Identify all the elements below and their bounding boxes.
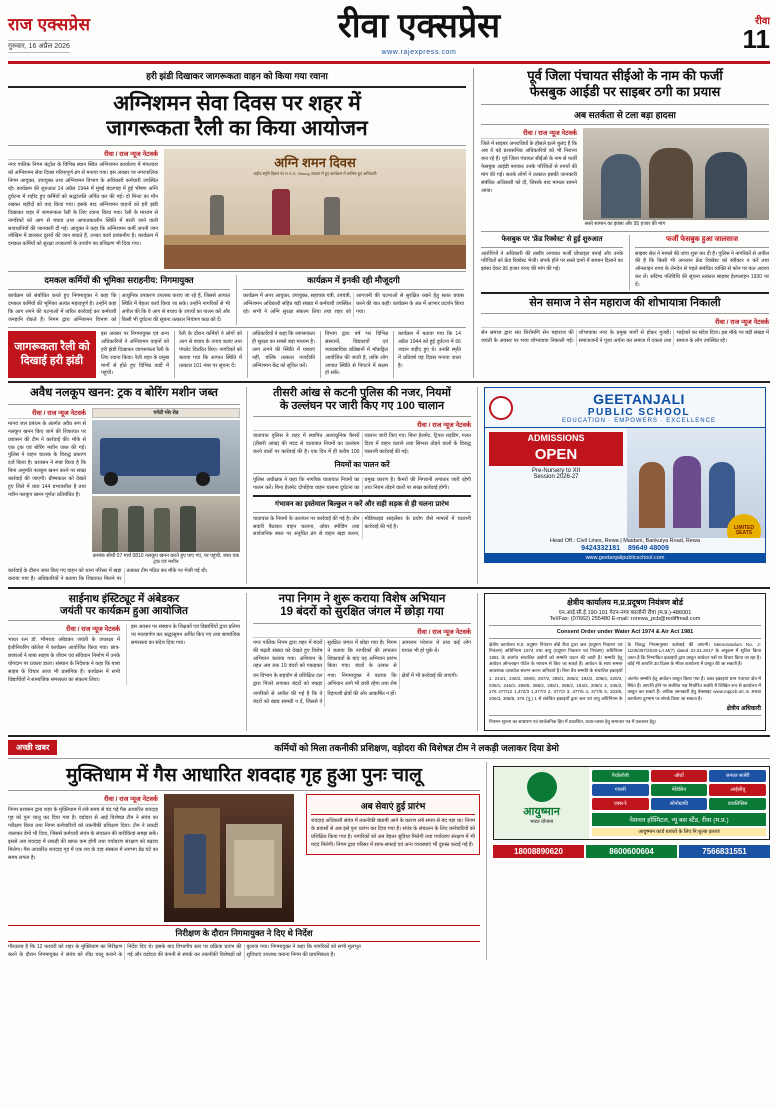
ambedkar-byline: रीवा / राज न्यूज नेटवर्क — [8, 624, 120, 635]
lead-col-1: इस अवसर पर निगमायुक्त एवं अन्य अधिकारियों ने अग्निशमन वाहनों को हरी झंडी दिखाकर जागरूकता रैली के लिए रवाना किया। रैली शहर के प्रमुख मार्गों से होते हुए विभिन्न वार्डों में पहुंची। — [101, 330, 169, 377]
traffic-story — [246, 387, 471, 583]
lead-col-4: विभाग द्वारा वर्ष भर विभिन्न संस्थानों, विद्यालयों एवं व्यावसायिक प्रतिष्ठानों में मॉकड्रिल आयोजित की जाती है, ताकि लोग आपात स्थिति से निपटने में सक्षम हो सकें। — [320, 331, 388, 378]
lead-sub2 — [236, 275, 464, 325]
lead-text-col — [8, 149, 158, 269]
service-chip: सोनोग्राफी — [651, 798, 708, 810]
cyber-subhead: अब सतर्कता से टला बड़ा हादसा — [574, 109, 676, 120]
monkey-story — [246, 593, 471, 731]
admissions-label: ADMISSIONS — [489, 432, 623, 444]
lead-headline — [8, 91, 466, 141]
cyber-body: जिले में साइबर अपराधियों के हौसले इतने बुलंद हैं कि अब वे बड़े प्रशासनिक अधिकारियों को भी निशाना बना रहे हैं। पूर्व जिला पंचायत सीईओ के नाम से फर्जी फेसबुक आईडी बनाकर उनके परिचितों से रुपयों की मांग की गई। सतर्क लोगों ने तत्काल इसकी जानकारी संबंधित अधिकारी को दी, जिसके बाद मामला सामने आया। — [481, 140, 577, 194]
masthead-center — [188, 9, 650, 56]
borewell-story — [8, 387, 240, 583]
bottom-box-2-title: निरीक्षण के दौरान निगमायुक्त ने दिए थे निर्देश — [8, 925, 480, 942]
bottom-text-col — [8, 794, 158, 922]
ayushman-title: आयुष्मान — [523, 805, 560, 818]
masthead-left — [8, 12, 188, 53]
traffic-body: यातायात पुलिस ने शहर में स्थापित अत्याधुनिक कैमरों (तीसरी आंख) की मदद से यातायात नियमों का उल्लंघन करने वालों पर कार्रवाई की है। एक दिन में ही करीब 100 चालान जारी किए गए। बिना हेलमेट, ट्रिपल राइडिंग, गलत दिशा में वाहन चलाने तथा सिग्नल तोड़ने वालों के विरुद्ध चालानी कार्रवाई की गई। — [253, 433, 471, 455]
ambedkar-text-col — [8, 624, 120, 684]
borewell-photo-label: चपेटी मोर रोड — [92, 408, 240, 418]
service-chip: पैथोलॉजी — [592, 770, 649, 782]
lead-sub1-title: दमकल कर्मियों की भूमिका सराहनीय: निगमायुक्त — [44, 275, 194, 286]
bottom-photo-block — [164, 794, 294, 922]
borewell-body: मानव जल प्रबंधन के अंतर्गत अवैध रूप से नलकूप खनन किए जाने की शिकायत पर प्रशासन की टीम ने कार्रवाई की। मौके से एक ट्रक एवं बोरिंग मशीन जब्त की गई। पुलिस ने वाहन चालक के विरुद्ध प्रकरण दर्ज किया है। प्रशासन ने स्पष्ट किया है कि बिना अनुमति नलकूप खनन करने पर सख्त कार्रवाई की जाएगी। ग्रीष्मकाल को देखते हुए जिले में धारा 144 प्रभावशील है तथा नवीन नलकूप खनन पूर्णतः प्रतिबंधित है। — [8, 420, 86, 498]
bottom-lead-story — [8, 735, 770, 960]
borewell-photo-truck — [92, 420, 240, 494]
ayushman-phone-2[interactable]: 8600600604 — [586, 845, 677, 858]
bottom-box-2-body: गौरतलब है कि 12 फरवरी को शहर के मुक्तिधाम का निरीक्षण करने के दौरान निगमायुक्त ने संयंत्र को शीघ्र चालू कराने के निर्देश दिए थे। इसके बाद विभागीय स्तर पर प्रक्रिया प्रारंभ की गई और वड़ोदरा की कंपनी से संपर्क कर तकनीकी विशेषज्ञों को बुलाया गया। निगमायुक्त ने कहा कि नागरिकों को सभी मूलभूत सुविधाएं उपलब्ध कराना निगम की प्राथमिकता है। — [8, 944, 361, 959]
cyber-box-1-title: फेसबुक पर 'फ्रेंड रिक्वेस्ट' से हुई शुरुआत — [501, 235, 603, 243]
cyber-fraud-story — [473, 68, 769, 378]
ayushman-phone-1[interactable]: 18008890620 — [493, 845, 584, 858]
top-section — [8, 68, 770, 378]
ayushman-advertisement[interactable] — [493, 766, 770, 840]
monkey-headline-line2: 19 बंदरों को सुरक्षित जंगल में छोड़ा गया — [280, 606, 444, 619]
govt-ad-signature: क्षेत्रीय अधिकारी — [726, 706, 761, 713]
monkey-body2: वन विभाग के सहयोग से प्रशिक्षित दल द्वारा पिंजरे लगाकर बंदरों को पकड़ा गया। निगमायुक्त ने बताया कि अभियान आगे भी जारी रहेगा तथा शेष क्षेत्रों में भी कार्रवाई की जाएगी। — [253, 673, 458, 688]
borewell-photo-officers — [92, 496, 240, 552]
service-chip: डायलिसिस — [709, 798, 766, 810]
section-two — [8, 387, 770, 583]
sen-samaj-body: सेन समाज द्वारा संत शिरोमणि सेन महाराज की जयंती के अवसर पर भव्य शोभायात्रा निकाली गई। शोभायात्रा नगर के प्रमुख मार्गों से होकर गुजरी। समाजजनों ने पूजा अर्चना कर समाज में एकता तथा भाईचारे का संदेश दिया। इस मौके पर बड़ी संख्या में समाज के लोग उपस्थित रहे। — [481, 329, 769, 344]
school-website[interactable]: www.geetanjalipublicschool.com — [485, 553, 765, 563]
bottom-box-2 — [8, 925, 480, 960]
borewell-text-col — [8, 408, 86, 566]
traffic-byline: रीवा / राज न्यूज नेटवर्क — [253, 420, 471, 431]
page-number: 11 — [742, 24, 770, 55]
monkey-body3: नागरिकों से अपील की गई है कि वे बंदरों को खाद्य सामग्री न दें, जिससे वे रिहायशी क्षेत्रों की ओर आकर्षित न हों। — [253, 691, 397, 705]
cyber-headline — [481, 68, 769, 101]
govt-ad-title-1: क्षेत्रीय कार्यालय म.प्र.प्रदूषण नियंत्रण बोर्ड — [566, 597, 683, 607]
right-ad-column — [477, 387, 766, 583]
service-chip: जनरल सर्जरी — [709, 770, 766, 782]
traffic-bottom-title: गंभावन का इस्तेमाल बिल्कुल न करें और सही सड़क से ही चलना प्रारंभ — [275, 500, 449, 508]
ayushman-logo-icon — [527, 772, 557, 802]
cyber-headline-line2: फेसबुक आईडी पर साइबर ठगी का प्रयास — [529, 84, 721, 100]
lead-redbox: जागरूकता रैली को दिखाई हरी झंडी — [8, 331, 96, 378]
school-address: Head Off.: Civil Lines, Rewa | Maidani, Bankuiya Road, Rewa — [550, 538, 700, 545]
bottom-box-1 — [300, 794, 480, 922]
ayushman-services-grid — [592, 770, 766, 810]
school-name-2: PUBLIC SCHOOL — [587, 407, 691, 419]
lead-photo — [164, 149, 466, 269]
section-three — [8, 593, 770, 731]
borewell-row — [8, 408, 240, 566]
monkey-headline-line1: नपा निगम ने शुरू कराया विशेष अभियान — [278, 592, 446, 605]
lead-sub1-body: कार्यक्रम को संबोधित करते हुए निगमायुक्त ने कहा कि दमकल कर्मियों की भूमिका अत्यंत महत्वपूर्ण है। उन्होंने कहा कि आग लगने की घटनाओं में त्वरित कार्रवाई कर कर्मचारी जनहानि रोकते हैं। निगम द्वारा अग्निशमन विभाग को आधुनिक उपकरण उपलब्ध कराए जा रहे हैं, जिससे आपात स्थिति में बेहतर कार्य किया जा सके। उन्होंने नागरिकों से भी अपील की कि वे आग से बचाव के उपायों का पालन करें और किसी भी दुर्घटना की सूचना तत्काल नियंत्रण कक्ष को दें। — [8, 293, 230, 324]
service-chip: गायनी — [592, 784, 649, 796]
cremation-photo — [164, 794, 294, 922]
lead-col-2: रैली के दौरान कर्मियों ने लोगों को आग से बचाव के उपाय बताए तथा पंपलेट वितरित किए। नागरिकों को बताया गया कि आपात स्थिति में तत्काल 101 नंबर पर सूचना दें। — [174, 331, 242, 378]
school-name: GEETANJALI — [593, 391, 685, 408]
page-title: रीवा एक्सप्रेस — [337, 7, 501, 45]
lead-headline-line2: जागरूकता रैली का किया आयोजन — [106, 117, 368, 141]
traffic-bottom-body: यातायात के नियमों के उल्लंघन पर कार्रवाई की गई है। तीन सवारी बैठाकर वाहन चलाना, ओवर स्पीडिंग तथा सार्वजनिक स्थल पर अनुचित ढंग से वाहन खड़ा करना, मोडिफाइड साइलेंसर के प्रयोग जैसे मामलों में चालानी कार्रवाई की गई है। — [253, 515, 471, 538]
bottom-body: निगम प्रशासन द्वारा शहर के मुक्तिधाम में लंबे समय से बंद पड़े गैस आधारित शवदाह गृह को पुनः चालू कर दिया गया है। वड़ोदरा से आई विशेषज्ञ टीम ने संयंत्र का परीक्षण किया तथा निगम कर्मचारियों को तकनीकी प्रशिक्षण दिया। टीम ने लकड़ी जलाकर डेमो भी दिया, जिससे कर्मचारी संयंत्र के संचालन की बारीकियां समझ सकें। इससे अब शवदाह में लकड़ी की खपत कम होगी तथा पर्यावरण संरक्षण को बढ़ावा मिलेगा। गैस आधारित शवदाह गृह में एक शव के दाह संस्कार में लगभग डेढ़ घंटे का समय लगता है। — [8, 807, 158, 861]
lead-headline-line1: अग्निशमन सेवा दिवस पर शहर में — [113, 92, 361, 115]
lead-sub2-title: कार्यक्रम में इनकी रही मौजूदगी — [307, 275, 400, 286]
bottom-headline: मुक्तिधाम में गैस आधारित शवदाह गृह हुआ पुनः चालू — [66, 764, 422, 786]
cyber-box-2 — [629, 235, 769, 290]
lead-col-5: कार्यक्रम में बताया गया कि 14 अप्रैल 1944 को हुई दुर्घटना में 66 जवान शहीद हुए थे। उनकी स्मृति में प्रतिवर्ष यह दिवस मनाया जाता है। — [393, 331, 461, 378]
bottom-box-1-title: अब सेवाएं हुई प्रारंभ — [311, 799, 475, 815]
lead-top-row — [8, 149, 466, 269]
cyber-box-2-body: साइबर सेल ने मामले की जांच शुरू कर दी है। पुलिस ने नागरिकों से अपील की है कि किसी भी अनजान फ्रेंड रिक्वेस्ट को स्वीकार न करें तथा ऑनलाइन रुपए के लेनदेन से पहले संबंधित व्यक्ति से फोन पर बात अवश्य कर लें। संदिग्ध गतिविधि की सूचना तत्काल साइबर हेल्पलाइन 1930 पर दें। — [635, 250, 769, 289]
school-logo-icon — [489, 396, 513, 420]
pollution-board-ad — [484, 593, 766, 731]
dateline: गुरुवार, 16 अप्रैल 2026 — [8, 40, 70, 53]
cyber-headline-line1: पूर्व जिला पंचायत सीईओ के नाम की फर्जी — [527, 68, 723, 83]
edition-city: रीवा — [755, 16, 770, 28]
cyber-photo — [583, 128, 769, 220]
cyber-box-1-body: आरोपियों ने अधिकारी की तस्वीर लगाकर फर्जी प्रोफाइल बनाई और उनके परिचितों को फ्रेंड रिक्वेस्ट भेजी। संपर्क होने पर सस्ते दामों में सामान दिलाने का झांसा देकर 95 हजार रुपए की मांग की गई। — [481, 250, 623, 273]
borewell-byline: रीवा / राज न्यूज नेटवर्क — [8, 408, 86, 419]
admissions-open-label: OPEN — [489, 444, 623, 466]
lead-kicker: हरी झंडी दिखाकर जागरूकता वाहन को किया गया रवाना — [146, 71, 328, 81]
govt-ad-list: 1. 244/1, 246/2, 298/8, 297/2, 285/1, 286/2, 194/2, 208/4, 220/3, 236/1, 246/2, 298/8, 285/2, 285/1, 286/2, 194/2, 208/4 2, 236/3, 276 277/12 1,372/3 1,377/3 2, 377/3 3, 377/5 4, 377/5 6, 203/6, 206/3, 308/5, 376 (पु.) 1 से संबंधित इकाइयों द्वारा जल एवं वायु अधिनियम के अंतर्गत सम्मति हेतु आवेदन प्रस्तुत किया गया है। उक्त इकाइयां ग्राम पंचायत क्षेत्र में स्थित हैं। आपत्ति होने पर संबंधित पक्ष निर्धारित अवधि में लिखित रूप से कार्यालय में प्रस्तुत कर सकते हैं। अधिक जानकारी हेतु वेबसाइट www.mppcb.nic.in अथवा कार्यालय दूरभाष पर संपर्क किया जा सकता है। — [489, 676, 761, 701]
service-chip: ऑर्थो — [651, 770, 708, 782]
ambedkar-headline-line1: साईनाथ इंस्टिट्यूट में अंबेडकर — [68, 592, 180, 605]
bottom-byline: रीवा / राज न्यूज नेटवर्क — [8, 794, 158, 805]
traffic-sub-title: नियमों का पालन करें — [334, 459, 390, 469]
school-advertisement[interactable] — [484, 387, 766, 563]
good-news-tag: अच्छी खबर — [8, 740, 57, 755]
masthead — [8, 6, 770, 64]
school-students-photo — [627, 428, 765, 538]
school-phone-2[interactable]: 89649 48009 — [628, 545, 669, 553]
monkey-headline — [253, 593, 471, 620]
traffic-headline — [253, 387, 471, 413]
traffic-sub-body: पुलिस अधीक्षक ने कहा कि नागरिक यातायात नियमों का पालन करें। बिना हेलमेट दोपहिया वाहन चलाना दुर्घटना का प्रमुख कारण है। कैमरों की निगरानी लगातार जारी रहेगी तथा नियम तोड़ने वालों पर सख्त कार्रवाई होगी। — [253, 476, 471, 491]
govt-ad-title-2: एन.आई.सी.ई.190-191 गेटन-नगर कालोनी रीवा (म.प्र.)-486001 — [558, 609, 692, 616]
cyber-text-col — [481, 128, 577, 220]
ambedkar-body2: इस अवसर पर संस्थान के शिक्षकों एवं विद्यार्थियों द्वारा प्रतिमा पर माल्यार्पण कर श्रद्धासुमन अर्पित किए गए तथा सामाजिक समरसता का संदेश दिया गया। — [131, 624, 240, 647]
lead-photo-block — [164, 149, 466, 269]
govt-ad-body: क्षेत्रीय कार्यालय म.प्र. प्रदूषण नियंत्रण बोर्ड रीवा द्वारा जल (प्रदूषण निवारण एवं नियंत्रण) अधिनियम 1974 तथा वायु (प्रदूषण निवारण एवं नियंत्रण) अधिनियम 1981 के अंतर्गत संचालित उद्योगों को सम्मति प्रदान की जाती है। सम्मति हेतु आवेदन ऑनलाइन पोर्टल के माध्यम से किए जा सकते हैं। आवेदन के साथ समस्त आवश्यक दस्तावेज संलग्न करना अनिवार्य है। बिना वैध सम्मति के संचालित इकाइयों के विरुद्ध नियमानुसार कार्रवाई की जाएगी। Memorandum No. J-1105/387/2040-LA.M(7) dated 22.01.2017 के अनुक्रम में सूचित किया जाता है कि निम्नांकित इकाइयों द्वारा प्रस्तुत आवेदन पत्रों पर विचार किया जा रहा है। कोई भी आपत्ति 30 दिवस के भीतर कार्यालय में प्रस्तुत की जा सकती है। — [489, 641, 761, 673]
masthead-right — [650, 13, 770, 55]
bottom-box-1-body: शवदाह अधिकारी संयंत्र में तकनीकी खराबी आने के कारण लंबे समय से बंद पड़ा था। निगम के प्रयासों से अब इसे पुनः प्रारंभ कर दिया गया है। संयंत्र के संचालन के लिए कर्मचारियों को प्रशिक्षित किया गया है। नागरिकों को अब बेहतर सुविधा मिलेगी तथा पर्यावरण संरक्षण में भी मदद मिलेगी। निगम द्वारा परिसर में साफ-सफाई एवं अन्य व्यवस्थाएं भी दुरुस्त कराई गई हैं। — [311, 818, 475, 848]
monkey-byline: रीवा / राज न्यूज नेटवर्क — [253, 627, 471, 638]
borewell-photo-block — [92, 408, 240, 566]
bottom-left-block — [8, 762, 480, 960]
website-url[interactable]: www.rajexpress.com — [381, 49, 457, 56]
lead-photo-banner: अग्नि शमन दिवस — [274, 155, 356, 171]
cyber-top-row — [481, 128, 769, 220]
lead-subsection-row — [8, 275, 466, 325]
ayushman-ad-column — [486, 762, 770, 960]
ayushman-phone-3[interactable]: 7566831551 — [679, 845, 770, 858]
service-chip: मेडिसिन — [651, 784, 708, 796]
lead-byline: रीवा / राज न्यूज नेटवर्क — [8, 149, 158, 160]
lead-sub2-body: कार्यक्रम में अपर आयुक्त, उपायुक्त, सहायक यंत्री, उपयंत्री, अग्निशमन अधिकारी सहित बड़ी संख्या में कर्मचारी उपस्थित रहे। सभी ने अग्नि सुरक्षा संकल्प लिया तथा शहर को आगजनी की घटनाओं से सुरक्षित रखने हेतु सतत प्रयास करने की बात कही। कार्यक्रम के अंत में आभार प्रदर्शन किया गया। — [243, 293, 464, 316]
borewell-photo-caption: क्रमांक सीधी 07 मार्च 0810 नलकूप खनन करते हुए पाए गए, पर पहुंची, जब्त एक ट्रक एवं मशीन — [92, 552, 240, 565]
govt-ad-subject: Consent Order under Water Act 1974 & Air Act 1981 — [556, 628, 694, 635]
govt-ad-contact: Tel/Fax: (07662) 255480 E-mail: rorewa_pcb@rediffmail.com — [549, 615, 701, 622]
sen-samaj-byline: रीवा / राज न्यूज नेटवर्क — [481, 317, 769, 328]
lead-col-3: अधिकारियों ने कहा कि जागरूकता ही सुरक्षा का सबसे बड़ा माध्यम है। आग लगने की स्थिति में घबराएं नहीं, बल्कि तत्काल नजदीकी अग्निशमन केंद्र को सूचित करें। — [247, 331, 315, 378]
service-chip: एक्स-रे — [592, 798, 649, 810]
lead-photo-banner-sub: शहीद स्मृति दिवस पर R.S.S. Strong आदान में हुए कार्यक्रम में शामिल हुए अधिकारी — [253, 171, 377, 177]
lead-bottom-columns — [8, 331, 466, 378]
lead-body: नगर पालिक निगम कंट्रोल के विभिन्न स्थान स्थित अग्निशमन कार्यालय में मंगलवार को अग्निशमन सेवा दिवस गरिमापूर्ण ढंग से मनाया गया। इस अवसर पर नगरपालिक निगम आयुक्त, उपायुक्त तथा अग्निशमन विभाग के अधिकारी कर्मचारी उपस्थित रहे। कार्यक्रम की शुरुआत 14 अप्रैल 1944 में मुंबई बंदरगाह में हुई भीषण अग्नि दुर्घटना में शहीद हुए कर्मियों को श्रद्धांजलि अर्पित कर की गई। दो मिनट का मौन रखकर शहीदों को याद किया गया। इसके बाद अग्निशमन वाहनों को हरी झंडी दिखाकर शहर में जागरूकता रैली के लिए रवाना किया गया। रैली के माध्यम से नागरिकों को आग से बचाव तथा आपातकालीन स्थिति में बरती जाने वाली सावधानियों की जानकारी दी गई। आयुक्त ने कहा कि अग्निशमन कर्मी अपनी जान जोखिम में डालकर दूसरों की जान बचाते हैं, उनका कार्य प्रशंसनीय है। कार्यक्रम में दमकल कर्मियों को सुरक्षा उपकरणों के उपयोग का प्रशिक्षण भी दिया गया। — [8, 162, 158, 248]
lead-sub1 — [8, 275, 230, 325]
cyber-byline: रीवा / राज न्यूज नेटवर्क — [481, 128, 577, 139]
ayushman-brand-block — [494, 767, 589, 839]
school-tagline: EDUCATION · EMPOWERS · EXCELLENCE — [562, 418, 716, 425]
school-classes: Pre-Nursery to XII — [531, 468, 580, 475]
govt-ad-footer: नियमन सूचना का साधारण एवं सार्वजनिक हित में प्रकाशित, प्रचार-प्रसार हेतु समाचार पत्र में प्रकाशन हेतु। — [489, 719, 657, 725]
cyber-box-row — [481, 235, 769, 290]
ambedkar-body: भारत रत्न डॉ. भीमराव अंबेडकर जयंती के उपलक्ष्य में इंजीनियरिंग कॉलेज में कार्यक्रम आयोजित किया गया। छात्र-छात्राओं ने बाबा साहब के जीवन एवं संविधान निर्माण में उनके योगदान पर प्रकाश डाला। संस्थान के निदेशक ने कहा कि बाबा साहब के विचार आज भी प्रासंगिक हैं। कार्यक्रम में सभी विद्यार्थियों ने सामाजिक समरसता का संकल्प लिया। — [8, 637, 120, 683]
bottom-kicker: कर्मियों को मिला तकनीकी प्रशिक्षण, वड़ोदरा की विशेषज्ञ टीम ने लकड़ी जलाकर दिया डेमो — [274, 742, 559, 753]
school-session: Session 2026-27 — [533, 474, 579, 481]
school-phone-1[interactable]: 9424332181 — [581, 545, 621, 553]
ayushman-note: आयुष्मान कार्ड धारकों के लिए नि:शुल्क इलाज — [592, 828, 766, 836]
traffic-headline-line2: के उल्लंघन पर जारी किए गए 100 चालान — [279, 400, 445, 413]
cyber-box-2-title: फर्जी फेसबुक हुआ जालसाज — [665, 235, 739, 243]
ambedkar-headline-line2: जयंती पर कार्यक्रम हुआ आयोजित — [59, 605, 189, 617]
cyber-box-1 — [481, 235, 623, 290]
cyber-photo-caption: सस्ते सामान का झांसा और 95 हजार की मांग — [584, 220, 666, 227]
traffic-headline-line1: तीसरी आंख से कटनी पुलिस की नजर, नियमों — [273, 387, 451, 400]
service-chip: आईसीयू — [709, 784, 766, 796]
lead-story — [8, 68, 466, 378]
ayushman-hospital-line: नेशनल हॉस्पिटल, न्यू बस स्टैंड, रीवा (म.प्र.) — [592, 813, 766, 826]
bottom-box-1-inner — [306, 794, 480, 855]
monkey-body: नगर पालिक निगम द्वारा शहर में बंदरों की बढ़ती संख्या को देखते हुए विशेष अभियान चलाया गया। अभियान के तहत अब तक 19 बंदरों को पकड़कर सुरक्षित जंगल में छोड़ा गया है। निगम ने बताया कि नागरिकों की लगातार शिकायतों के बाद यह अभियान प्रारंभ किया गया। बंदरों के उत्पात से आमजन परेशान थे तथा कई लोग घायल भी हो चुके थे। — [253, 639, 471, 670]
limited-seats-badge: LIMITED SEATS — [727, 514, 761, 538]
publisher-brand: राज एक्सप्रेस — [8, 15, 91, 34]
ambedkar-story — [8, 593, 240, 731]
ambedkar-col2 — [126, 624, 240, 684]
ambedkar-headline — [8, 593, 240, 618]
borewell-headline: अवैध नलकूप खनन: ट्रक व बोरिंग मशीन जब्त — [30, 387, 218, 400]
ayushman-services-block — [589, 767, 769, 839]
govt-advertisement — [477, 593, 766, 731]
cyber-photo-block — [583, 128, 769, 220]
ayushman-subtitle: भारत योजना — [529, 818, 554, 825]
sen-samaj-headline: सेन समाज ने सेन महाराज की शोभायात्रा निकाली — [529, 296, 721, 309]
borewell-body2: कार्रवाई के दौरान जब्त किए गए वाहन को थाना परिसर में खड़ा कराया गया है। अधिकारियों ने बताया कि शिकायत मिलने पर तत्काल टीम गठित कर मौके पर भेजी गई थी। — [8, 567, 208, 582]
